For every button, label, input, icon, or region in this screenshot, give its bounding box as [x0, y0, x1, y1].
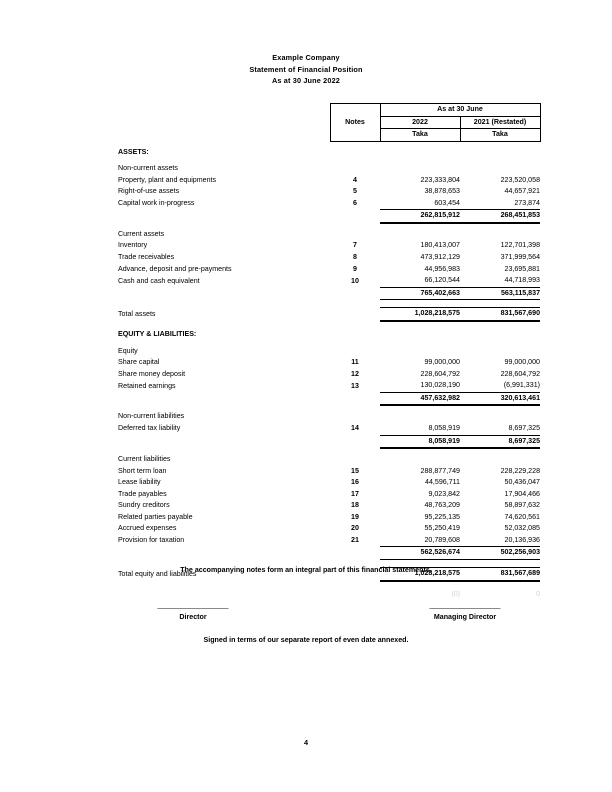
row-label: Short term loan — [118, 466, 167, 475]
row-value-2021: 52,032,085 — [504, 524, 541, 533]
subtotal-row-equity — [118, 392, 540, 405]
row-note: 17 — [351, 489, 359, 498]
row-value-2022: 99,000,000 — [424, 358, 460, 367]
row-value-2021: 44,657,921 — [504, 187, 541, 196]
row-label: Trade payables — [118, 489, 167, 498]
page-number: 4 — [303, 738, 309, 747]
director-signature-column — [118, 601, 268, 622]
row-value-2022: 95,225,135 — [424, 512, 460, 521]
accompanying-notes-statement: The accompanying notes form an integral part of this financial statements. — [180, 566, 432, 574]
spacer-row — [118, 300, 540, 308]
row-label: Accrued expenses — [118, 524, 177, 533]
row-value-2022: 223,333,804 — [420, 175, 460, 184]
row-value-2021: (6,991,331) — [460, 380, 540, 392]
total-assets-row — [118, 308, 540, 321]
row-value-2022: 48,763,209 — [424, 501, 460, 510]
row-note: 4 — [353, 175, 357, 184]
subtotal-value-2022: 262,815,912 — [380, 210, 460, 223]
row-value-2021: 99,000,000 — [504, 358, 541, 367]
header-blank-cell-3 — [118, 129, 330, 142]
subtotal-value-2022: 8,058,919 — [380, 435, 460, 448]
table-row — [118, 186, 540, 198]
total-assets-2022: 1,028,218,575 — [380, 308, 460, 321]
row-note: 12 — [351, 369, 359, 378]
row-label: Retained earnings — [118, 381, 176, 390]
row-value-2021: 58,897,632 — [504, 501, 541, 510]
director-label: Director — [179, 613, 207, 621]
row-note: 9 — [353, 264, 357, 273]
row-value-2022: 55,250,419 — [424, 524, 460, 533]
row-value-2021: 122,701,398 — [500, 241, 541, 250]
table-row — [118, 380, 540, 392]
row-value-2022: 44,956,983 — [424, 264, 460, 273]
row-note: 15 — [351, 466, 359, 475]
subtotal-value-2021: 320,613,461 — [460, 392, 540, 405]
managing-director-signature-line: __________________ — [429, 601, 501, 609]
non-current-assets-heading: Non-current assets — [118, 164, 178, 173]
row-value-2021: 44,718,993 — [460, 275, 540, 287]
check-figure-2021: 0 — [536, 589, 541, 598]
check-figure-2022: (0) — [451, 589, 460, 598]
non-current-liabilities-heading: Non-current liabilities — [118, 412, 185, 421]
row-value-2021: 228,229,228 — [500, 466, 541, 475]
header-year-prior: 2021 (Restated) — [460, 116, 540, 129]
header-notes-top — [330, 104, 380, 117]
equity-liabilities-heading-row — [118, 329, 540, 341]
header-blank-cell-2 — [118, 116, 330, 129]
total-equity-liabilities-2021: 831,567,689 — [460, 568, 540, 581]
row-value-2021: 8,697,325 — [460, 423, 540, 435]
statement-period: As at 30 June 2022 — [271, 76, 340, 86]
table-row — [118, 523, 540, 535]
row-value-2022: 603,454 — [380, 198, 460, 210]
total-equity-liabilities-2022: 1,028,218,575 — [380, 568, 460, 581]
header-notes-label: Notes — [330, 116, 380, 129]
table-row — [118, 512, 540, 524]
current-assets-heading: Current assets — [118, 229, 165, 238]
subtotal-value-2021: 8,697,325 — [460, 435, 540, 448]
row-value-2022: 180,413,007 — [420, 241, 460, 250]
row-value-2022: 66,120,544 — [380, 275, 460, 287]
statement-title: Statement of Financial Position — [249, 64, 363, 74]
row-value-2021: 371,999,564 — [500, 253, 541, 262]
subtotal-row-current-liabilities — [118, 547, 540, 560]
row-value-2022: 9,023,842 — [428, 489, 460, 498]
row-note: 11 — [351, 358, 359, 367]
row-value-2021: 20,136,936 — [460, 535, 540, 547]
table-row — [118, 357, 540, 369]
table-row — [118, 240, 540, 252]
row-note: 14 — [351, 424, 359, 433]
row-label: Share money deposit — [118, 369, 186, 378]
statement-of-financial-position-table — [118, 103, 541, 600]
row-note: 10 — [351, 276, 359, 285]
header-period-group: As at 30 June — [380, 104, 540, 117]
table-header-row-currency — [118, 129, 540, 142]
equity-liabilities-heading: EQUITY & LIABILITIES: — [118, 330, 197, 339]
row-value-2021: 273,874 — [460, 198, 540, 210]
row-note: 6 — [353, 199, 357, 208]
row-value-2022: 8,058,919 — [380, 423, 460, 435]
header-year-current: 2022 — [380, 116, 460, 129]
row-note: 16 — [351, 478, 359, 487]
current-assets-heading-row — [118, 229, 540, 241]
subtotal-row-non-current-liabilities — [118, 435, 540, 448]
subtotal-row-current-assets — [118, 287, 540, 300]
row-note: 8 — [353, 253, 357, 262]
signed-statement: Signed in terms of our separate report of even date annexed. — [203, 636, 409, 644]
row-value-2021: 23,695,881 — [504, 264, 541, 273]
row-label: Related parties payable — [118, 512, 193, 521]
non-current-liabilities-heading-row — [118, 411, 540, 423]
row-label: Property, plant and equipments — [118, 175, 217, 184]
table-row — [118, 252, 540, 264]
row-note: 18 — [351, 501, 359, 510]
row-label: Advance, deposit and pre-payments — [118, 264, 232, 273]
subtotal-value-2022: 765,402,663 — [380, 287, 460, 300]
row-note: 13 — [351, 381, 359, 390]
current-liabilities-heading: Current liabilities — [118, 455, 171, 464]
row-label: Deferred tax liability — [118, 424, 181, 433]
signature-block — [118, 601, 540, 622]
row-label: Cash and cash equivalent — [118, 276, 200, 285]
table-row — [118, 535, 540, 547]
row-value-2022: 130,028,190 — [380, 380, 460, 392]
table-row — [118, 198, 540, 210]
header-notes-bottom — [330, 129, 380, 142]
total-assets-label: Total assets — [118, 310, 156, 319]
header-currency-current: Taka — [380, 129, 460, 142]
subtotal-value-2021: 563,115,837 — [460, 287, 540, 300]
document-title-block — [0, 52, 612, 87]
director-signature-line: __________________ — [157, 601, 229, 609]
subtotal-value-2022: 562,526,674 — [380, 547, 460, 560]
row-value-2021: 50,436,047 — [504, 478, 541, 487]
row-value-2021: 17,904,466 — [504, 489, 541, 498]
table-row — [118, 466, 540, 478]
row-label: Share capital — [118, 358, 160, 367]
check-figure-row — [118, 589, 540, 600]
spacer-row — [118, 321, 540, 329]
row-value-2021: 228,604,792 — [500, 369, 541, 378]
table-row — [118, 423, 540, 435]
row-value-2022: 473,912,129 — [420, 253, 460, 262]
row-label: Sundry creditors — [118, 501, 170, 510]
total-assets-2021: 831,567,690 — [460, 308, 540, 321]
subtotal-value-2021: 502,256,903 — [460, 547, 540, 560]
subtotal-value-2022: 457,632,982 — [380, 392, 460, 405]
row-value-2022: 228,604,792 — [420, 369, 460, 378]
equity-heading-row — [118, 346, 540, 358]
row-value-2021: 74,620,561 — [504, 512, 541, 521]
table-row — [118, 500, 540, 512]
equity-heading: Equity — [118, 346, 138, 355]
table-header-row-group — [118, 104, 540, 117]
row-value-2022: 20,789,608 — [380, 535, 460, 547]
row-value-2021: 223,520,058 — [500, 175, 541, 184]
header-blank-cell — [118, 104, 330, 117]
subtotal-row-non-current-assets — [118, 210, 540, 223]
row-note: 20 — [351, 524, 359, 533]
non-current-assets-heading-row — [118, 163, 540, 175]
table-row — [118, 264, 540, 276]
table-header-row-years — [118, 116, 540, 129]
current-liabilities-heading-row — [118, 454, 540, 466]
total-equity-liabilities-label: Total equity and liabilities — [118, 570, 197, 579]
row-label: Inventory — [118, 241, 148, 250]
table-row — [118, 275, 540, 287]
company-name: Example Company — [272, 53, 340, 62]
assets-heading: ASSETS: — [118, 147, 149, 156]
header-currency-prior: Taka — [460, 129, 540, 142]
table-row — [118, 369, 540, 381]
row-note: 19 — [351, 512, 359, 521]
row-label: Provision for taxation — [118, 536, 185, 545]
table-row — [118, 477, 540, 489]
row-label: Trade receivables — [118, 253, 175, 262]
managing-director-label: Managing Director — [433, 613, 497, 621]
assets-heading-row — [118, 147, 540, 159]
spacer-row — [118, 581, 540, 589]
row-value-2022: 38,878,653 — [424, 187, 460, 196]
row-value-2022: 44,596,711 — [425, 478, 460, 487]
managing-director-signature-column — [390, 601, 540, 622]
row-label: Lease liability — [118, 478, 161, 487]
row-note: 21 — [351, 536, 359, 545]
row-note: 5 — [353, 187, 357, 196]
row-note: 7 — [353, 241, 357, 250]
subtotal-value-2021: 268,451,853 — [460, 210, 540, 223]
table-row — [118, 489, 540, 501]
row-value-2022: 288,877,749 — [420, 466, 460, 475]
row-label: Capital work in-progress — [118, 199, 195, 208]
row-label: Right-of-use assets — [118, 187, 180, 196]
table-row — [118, 175, 540, 187]
